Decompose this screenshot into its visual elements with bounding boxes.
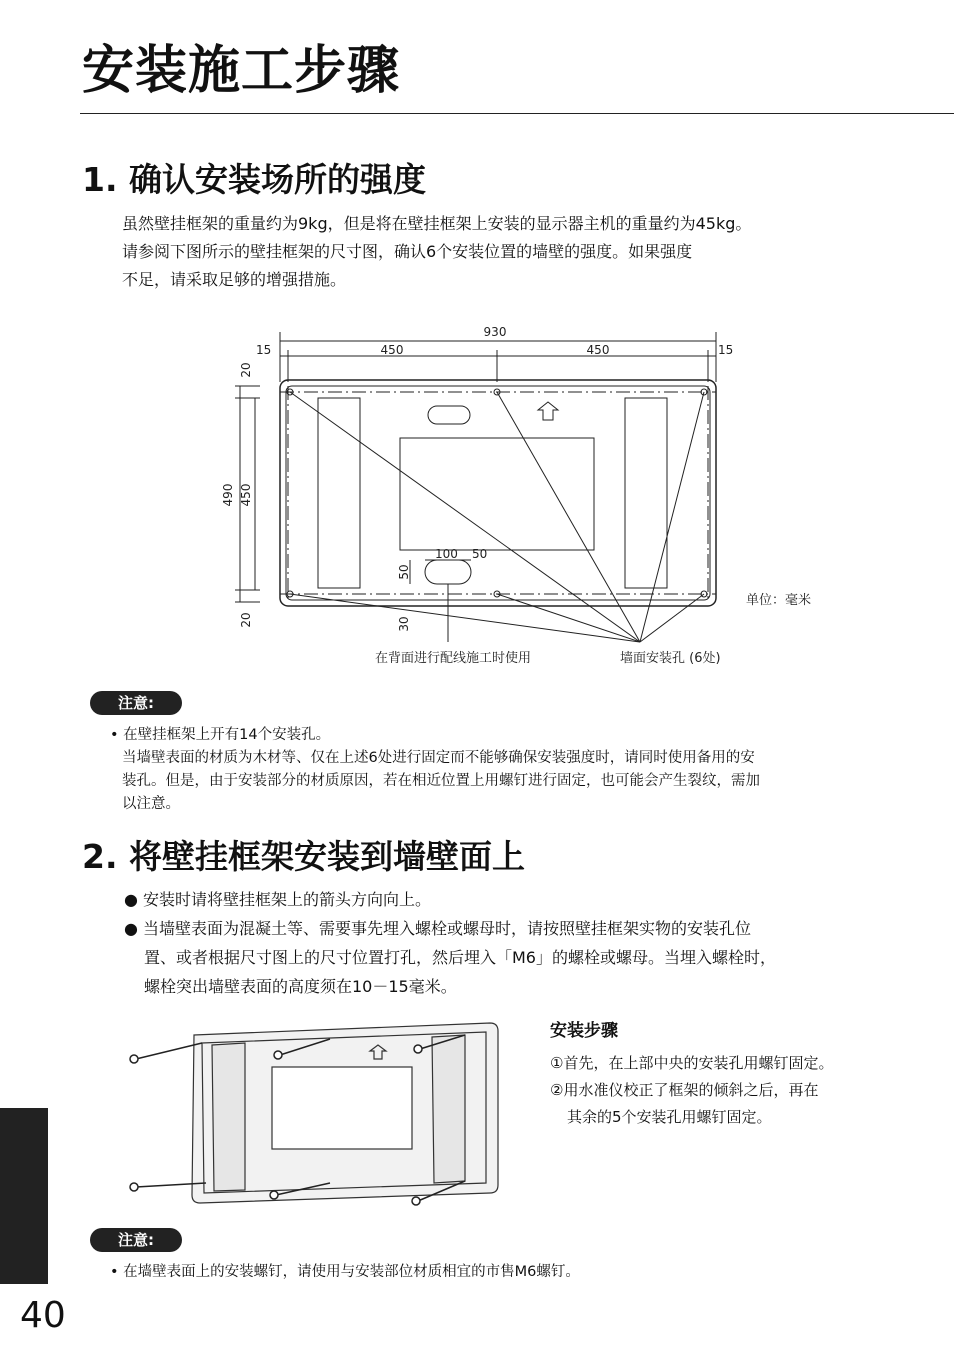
note-badge: 注意: [90, 1228, 182, 1252]
dim-top: 20 [239, 362, 253, 378]
side-tab [0, 1108, 48, 1284]
dim-hole-bottom: 30 [397, 616, 411, 632]
dim-right-margin: 15 [718, 343, 734, 357]
label-mounting-holes: 墙面安装孔 (6处) [620, 651, 721, 666]
frame-installation-illustration [120, 1015, 510, 1215]
note-line: • 在墙壁表面上的安装螺钉，请使用与安装部位材质相宜的市售M6螺钉。 [110, 1264, 580, 1280]
note-line: 当墙壁表面的材质为木材等、仅在上述6处进行固定而不能够确保安装强度时，请同时使用备用的安 [122, 750, 755, 766]
dim-hole-w: 100 [435, 547, 458, 561]
step-item: ②用水准仪校正了框架的倾斜之后，再在 [550, 1081, 819, 1099]
page-number: 40 [20, 1295, 66, 1336]
dim-right-span: 450 [586, 343, 610, 357]
bullet-item: ● 当墙壁表面为混凝土等、需要事先埋入螺栓或螺母时，请按照壁挂框架实物的安装孔位 [124, 919, 752, 938]
section2-heading: 2. 将壁挂框架安装到墙壁面上 [82, 837, 525, 876]
step-item: ①首先，在上部中央的安装孔用螺钉固定。 [550, 1054, 834, 1072]
center-cutout [400, 438, 594, 550]
dim-total: 930 [483, 325, 507, 339]
steps-list [550, 1050, 833, 1131]
bullet-item-cont: 螺栓突出墙壁表面的高度须在10－15毫米。 [144, 977, 457, 996]
page-title: 安装施工步骤 [82, 41, 401, 101]
para-line: 请参阅下图所示的壁挂框架的尺寸图，确认6个安装位置的墙壁的强度。如果强度 [122, 242, 693, 261]
frame-cutout [272, 1067, 412, 1149]
up-arrow-mark [538, 402, 558, 420]
section2-bullets [124, 885, 776, 1001]
dim-left-span: 450 [380, 343, 404, 357]
steps-title: 安装步骤 [550, 1021, 618, 1041]
unit-label: 单位：毫米 [746, 593, 812, 608]
note-text [110, 724, 760, 816]
note-line: 以注意。 [122, 796, 180, 812]
step-item-cont: 其余的5个安装孔用螺钉固定。 [567, 1108, 772, 1126]
dim-height-total: 490 [221, 483, 235, 507]
title-divider [80, 113, 954, 114]
frame-outline [280, 380, 716, 606]
section1-para [122, 210, 751, 294]
section1-heading: 1. 确认安装场所的强度 [82, 160, 426, 199]
dim-hole-h: 50 [397, 564, 411, 580]
dim-bottom: 20 [239, 612, 253, 628]
para-line: 不足，请采取足够的增强措施。 [122, 270, 347, 289]
label-wiring: 在背面进行配线施工时使用 [375, 651, 532, 666]
dim-hole-offset: 50 [472, 547, 488, 561]
dim-left-margin: 15 [256, 343, 272, 357]
note-line: • 在壁挂框架上开有14个安装孔。 [110, 727, 331, 743]
bullet-item-cont: 置、或者根据尺寸图上的尺寸位置打孔，然后埋入「M6」的螺栓或螺母。当埋入螺栓时， [144, 948, 776, 967]
para-line: 虽然壁挂框架的重量约为9kg，但是将在壁挂框架上安装的显示器主机的重量约为45kg。 [122, 214, 752, 233]
dim-height-inner: 450 [239, 483, 253, 507]
bullet-item: ● 安装时请将壁挂框架上的箭头方向向上。 [124, 890, 432, 909]
note-line: 装孔。但是，由于安装部分的材质原因，若在相近位置上用螺钉进行固定，也可能会产生裂纹，需加 [122, 773, 760, 789]
note-badge: 注意: [90, 691, 182, 715]
frame-dimension-diagram [220, 320, 840, 675]
wiring-hole [425, 560, 471, 584]
